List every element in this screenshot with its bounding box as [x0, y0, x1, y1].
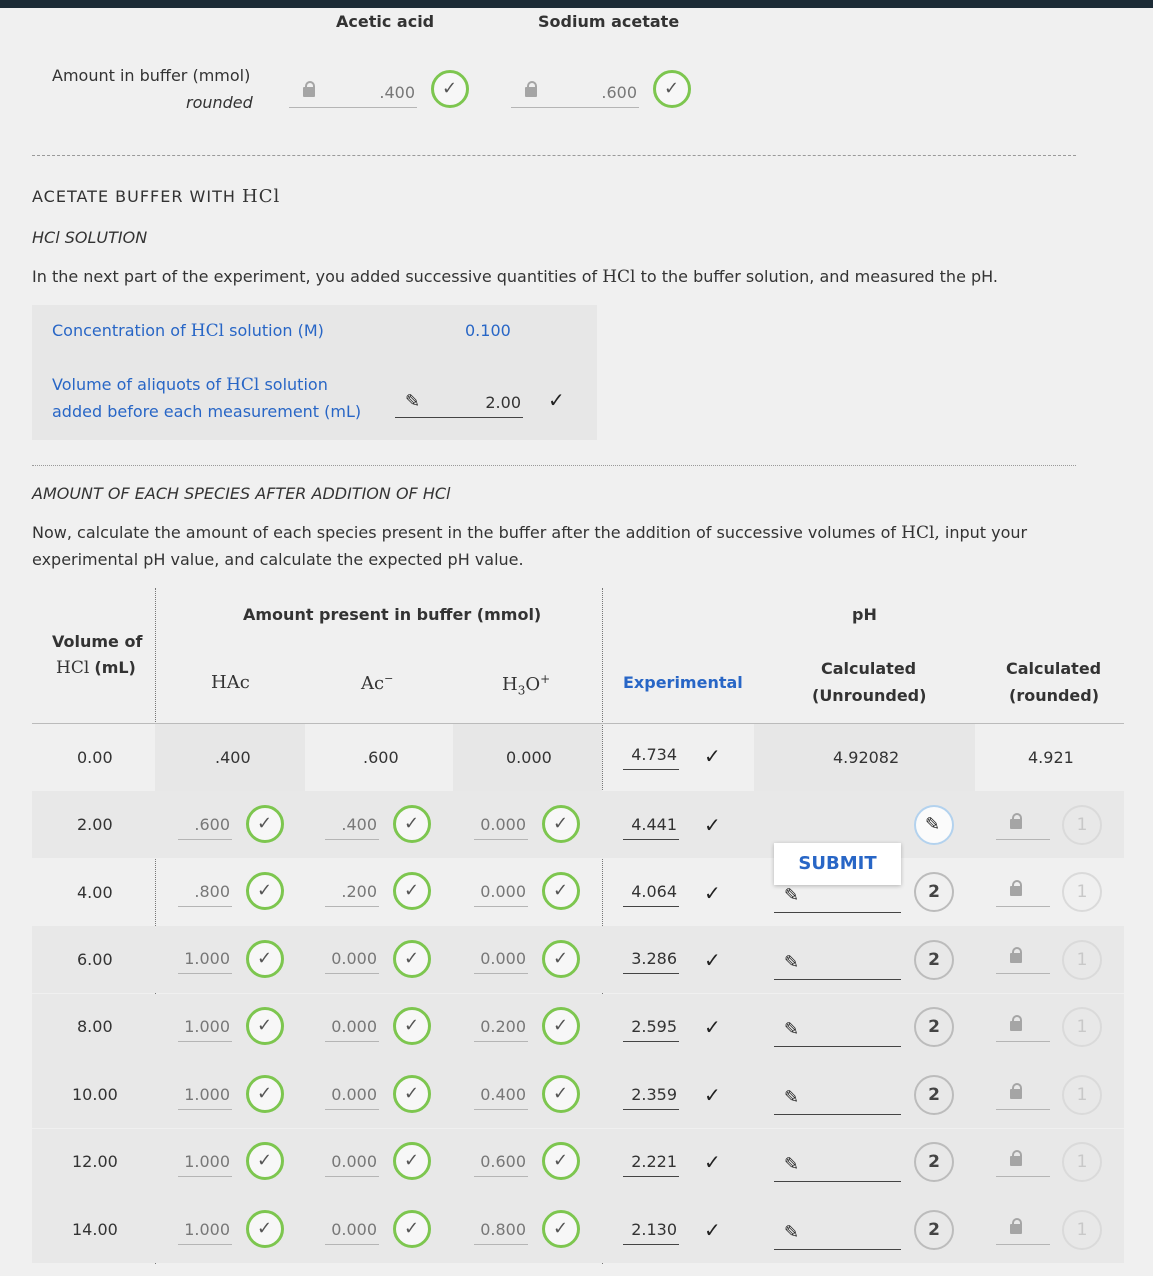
row7-volume: 14.00 [72, 1220, 118, 1239]
correct-check-icon: ✓ [542, 805, 580, 843]
section-heading-acetate-buffer: ACETATE BUFFER WITH HCl [32, 186, 281, 207]
correct-check-icon: ✓ [246, 1007, 284, 1045]
row7-ac-field: 0.000 [325, 1215, 379, 1245]
tries-remaining-badge: 1 [1062, 940, 1102, 980]
col-header-calc-unrounded-sub: (Unrounded) [812, 686, 927, 705]
checkmark-icon: ✓ [704, 813, 721, 837]
col-header-volume: Volume of [52, 632, 143, 651]
vol-label-cell [32, 360, 375, 440]
lock-icon [303, 87, 315, 97]
row0-experimental-field: 4.734 [623, 740, 679, 770]
row3-calc-unrounded-input[interactable] [774, 950, 901, 980]
lock-icon [1010, 886, 1022, 896]
row2-calc-unrounded-input[interactable] [774, 883, 901, 913]
row3-h3o-field: 0.000 [474, 944, 528, 974]
species-desc-line1: Now, calculate the amount of each species present in the buffer after the addition of successive volumes of HCl, input your [32, 523, 1028, 543]
row2-h3o-field: 0.000 [474, 877, 528, 907]
correct-check-icon: ✓ [542, 872, 580, 910]
checkmark-icon: ✓ [704, 1218, 721, 1242]
tries-remaining-badge: 1 [1062, 872, 1102, 912]
lock-icon [525, 87, 537, 97]
lock-icon [1010, 1156, 1022, 1166]
row1-volume: 2.00 [77, 815, 113, 834]
correct-check-icon: ✓ [393, 1075, 431, 1113]
attempts-badge: 2 [914, 1075, 954, 1115]
attempts-badge: 2 [914, 872, 954, 912]
group-header-amount: Amount present in buffer (mmol) [243, 605, 542, 624]
row2-experimental-field: 4.064 [623, 877, 679, 907]
pencil-icon: ✎ [405, 391, 421, 412]
row2-calc-rounded-field [996, 877, 1050, 907]
vol-aliquot-input[interactable] [395, 388, 523, 418]
correct-check-icon: ✓ [542, 1075, 580, 1113]
correct-check-icon: ✓ [431, 70, 469, 108]
row-sublabel-rounded: rounded [186, 93, 253, 112]
pencil-icon: ✎ [784, 952, 800, 973]
row5-experimental-field: 2.359 [623, 1080, 679, 1110]
tries-remaining-badge: 1 [1062, 1210, 1102, 1250]
pencil-icon: ✎ [784, 1222, 800, 1243]
col-header-calc-rounded-sub: (rounded) [1009, 686, 1100, 705]
row1-calc-rounded-field [996, 810, 1050, 840]
row6-h3o-field: 0.600 [474, 1147, 528, 1177]
row2-volume: 4.00 [77, 883, 113, 902]
row0-calc-rounded: 4.921 [1028, 748, 1074, 767]
row7-calc-rounded-field [996, 1215, 1050, 1245]
group-header-ph: pH [852, 605, 877, 624]
row1-ac-field: .400 [325, 810, 379, 840]
row5-calc-rounded-field [996, 1080, 1050, 1110]
section-divider [32, 465, 1076, 466]
conc-value: 0.100 [465, 321, 511, 340]
correct-check-icon: ✓ [542, 1210, 580, 1248]
row7-hac-field: 1.000 [178, 1215, 232, 1245]
section-heading-species: AMOUNT OF EACH SPECIES AFTER ADDITION OF HCl [32, 484, 451, 503]
correct-check-icon: ✓ [246, 805, 284, 843]
row1-h3o-field: 0.000 [474, 810, 528, 840]
lock-icon [1010, 1021, 1022, 1031]
top-bar [0, 0, 1153, 8]
acetic-amount-value: .400 [379, 83, 415, 102]
attempts-badge: 2 [914, 940, 954, 980]
pencil-icon: ✎ [784, 885, 800, 906]
row4-hac-field: 1.000 [178, 1012, 232, 1042]
row5-hac-field: 1.000 [178, 1080, 232, 1110]
row0-hac: .400 [215, 748, 251, 767]
tries-remaining-badge: 1 [1062, 1007, 1102, 1047]
correct-check-icon: ✓ [542, 940, 580, 978]
correct-check-icon: ✓ [393, 940, 431, 978]
row3-hac-field: 1.000 [178, 944, 232, 974]
pencil-icon: ✎ [784, 1019, 800, 1040]
row6-experimental-field: 2.221 [623, 1147, 679, 1177]
correct-check-icon: ✓ [246, 1210, 284, 1248]
row4-calc-rounded-field [996, 1012, 1050, 1042]
row2-hac-field: .800 [178, 877, 232, 907]
correct-check-icon: ✓ [246, 872, 284, 910]
acetic-amount-field [289, 78, 417, 108]
sodium-amount-value: .600 [601, 83, 637, 102]
correct-check-icon: ✓ [542, 1142, 580, 1180]
row2-ac-field: .200 [325, 877, 379, 907]
checkmark-icon: ✓ [704, 1150, 721, 1174]
row7-calc-unrounded-input[interactable] [774, 1220, 901, 1250]
col-header-experimental: Experimental [623, 673, 743, 692]
checkmark-icon: ✓ [704, 948, 721, 972]
vol-aliquot-value: 2.00 [485, 393, 521, 412]
row5-calc-unrounded-input[interactable] [774, 1085, 901, 1115]
vol-label-line2: added before each measurement (mL) [52, 402, 362, 421]
col-header-calc-rounded: Calculated [1006, 659, 1102, 678]
row6-calc-unrounded-input[interactable] [774, 1152, 901, 1182]
correct-check-icon: ✓ [246, 1075, 284, 1113]
checkmark-icon: ✓ [548, 388, 565, 412]
attempts-badge: 2 [914, 1007, 954, 1047]
row3-ac-field: 0.000 [325, 944, 379, 974]
lock-icon [1010, 1089, 1022, 1099]
lock-icon [1010, 1224, 1022, 1234]
pencil-icon: ✎ [784, 1087, 800, 1108]
col-header-acetic-acid: Acetic acid [336, 12, 435, 31]
row0-ac: .600 [363, 748, 399, 767]
lock-icon [1010, 953, 1022, 963]
correct-check-icon: ✓ [393, 805, 431, 843]
section-divider [32, 155, 1076, 156]
correct-check-icon: ✓ [393, 1210, 431, 1248]
row1-hac-field: .600 [178, 810, 232, 840]
checkmark-icon: ✓ [704, 881, 721, 905]
checkmark-icon: ✓ [704, 1015, 721, 1039]
correct-check-icon: ✓ [246, 940, 284, 978]
row7-experimental-field: 2.130 [623, 1215, 679, 1245]
tries-remaining-badge: 1 [1062, 1075, 1102, 1115]
subheading-hcl-solution: HCl SOLUTION [32, 228, 148, 247]
col-header-sodium-acetate: Sodium acetate [538, 12, 680, 31]
row0-h3o: 0.000 [506, 748, 552, 767]
row4-volume: 8.00 [77, 1017, 113, 1036]
row3-calc-rounded-field [996, 944, 1050, 974]
row6-calc-rounded-field [996, 1147, 1050, 1177]
row4-experimental-field: 2.595 [623, 1012, 679, 1042]
lock-icon [1010, 819, 1022, 829]
checkmark-icon: ✓ [704, 744, 721, 768]
vol-label-line1: Volume of aliquots of HCl solution [52, 375, 328, 395]
row7-h3o-field: 0.800 [474, 1215, 528, 1245]
row5-ac-field: 0.000 [325, 1080, 379, 1110]
attempts-badge: 2 [914, 1142, 954, 1182]
correct-check-icon: ✓ [393, 1007, 431, 1045]
col-header-hac: HAc [211, 672, 250, 693]
attempts-badge: 2 [914, 1210, 954, 1250]
correct-check-icon: ✓ [542, 1007, 580, 1045]
row5-h3o-field: 0.400 [474, 1080, 528, 1110]
row0-calc-unrounded: 4.92082 [833, 748, 900, 767]
row4-h3o-field: 0.200 [474, 1012, 528, 1042]
correct-check-icon: ✓ [653, 70, 691, 108]
tries-remaining-badge: 1 [1062, 1142, 1102, 1182]
checkmark-icon: ✓ [704, 1083, 721, 1107]
row3-experimental-field: 3.286 [623, 944, 679, 974]
row4-calc-unrounded-input[interactable] [774, 1017, 901, 1047]
row0-volume: 0.00 [77, 748, 113, 767]
col-header-calc-unrounded: Calculated [821, 659, 917, 678]
row6-hac-field: 1.000 [178, 1147, 232, 1177]
row3-volume: 6.00 [77, 950, 113, 969]
row4-ac-field: 0.000 [325, 1012, 379, 1042]
col-header-ac: Ac− [361, 672, 394, 694]
row6-ac-field: 0.000 [325, 1147, 379, 1177]
intro-text: In the next part of the experiment, you added successive quantities of HCl to the buffer solution, and measured the pH. [32, 267, 998, 287]
row-label-amount-in-buffer: Amount in buffer (mmol) [52, 66, 251, 85]
tries-remaining-badge: 1 [1062, 805, 1102, 845]
edit-button[interactable] [914, 805, 954, 845]
correct-check-icon: ✓ [393, 1142, 431, 1180]
correct-check-icon: ✓ [393, 872, 431, 910]
pencil-icon: ✎ [925, 814, 941, 835]
col-header-h3o: $H_3O^+$ [502, 672, 551, 698]
conc-label: Concentration of HCl solution (M) [52, 321, 324, 341]
col-header-volume-unit: HCl (mL) [56, 658, 136, 678]
correct-check-icon: ✓ [246, 1142, 284, 1180]
row6-volume: 12.00 [72, 1152, 118, 1171]
submit-button[interactable]: SUBMIT [774, 843, 901, 885]
row5-volume: 10.00 [72, 1085, 118, 1104]
pencil-icon: ✎ [784, 1154, 800, 1175]
row1-experimental-field: 4.441 [623, 810, 679, 840]
species-desc-line2: experimental pH value, and calculate the expected pH value. [32, 550, 524, 569]
sodium-amount-field [511, 78, 639, 108]
